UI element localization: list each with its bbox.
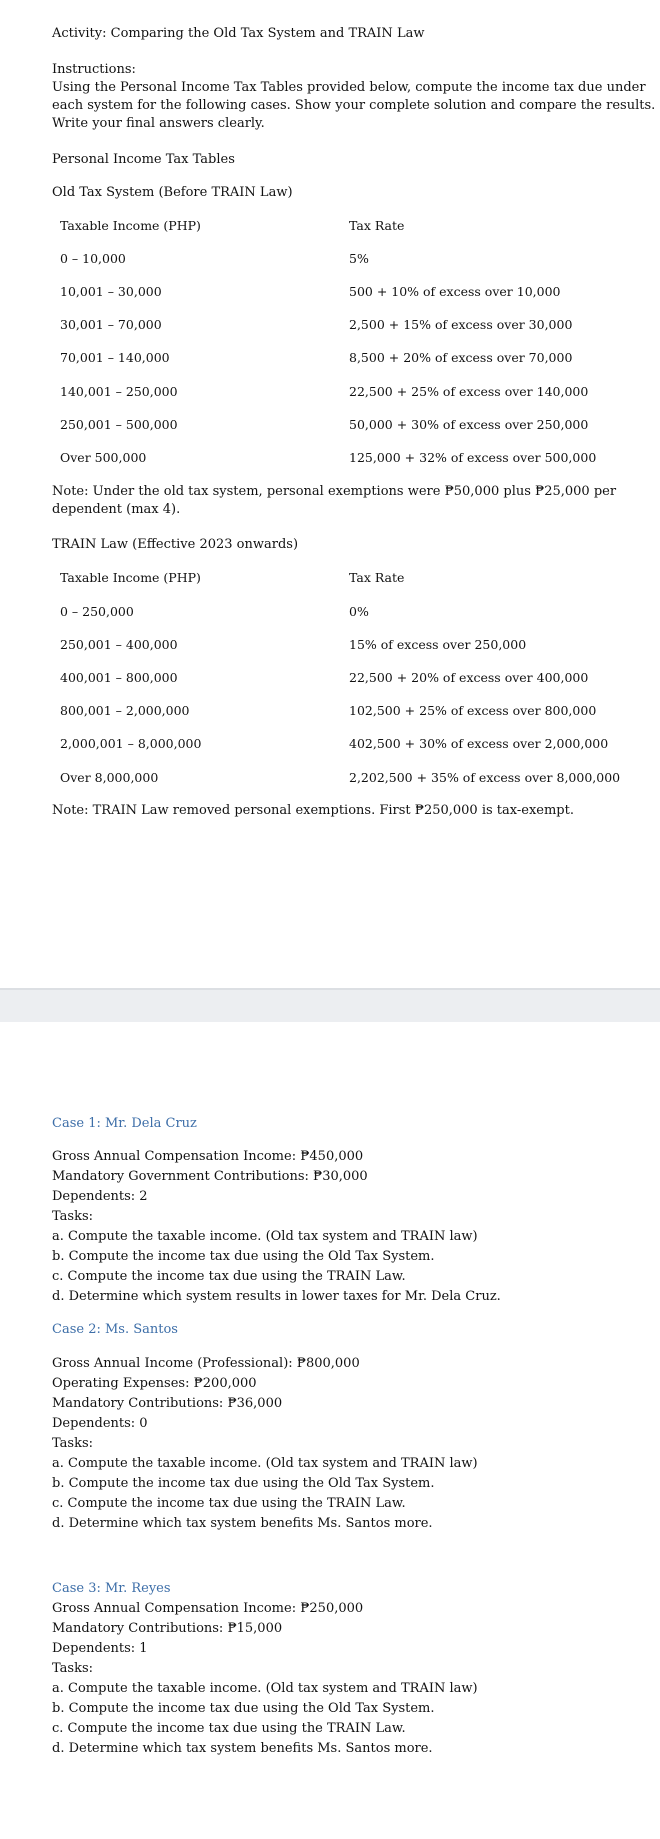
train-table-cell-income: 250,001 – 400,000 — [60, 637, 178, 652]
train-table-cell-rate: 102,500 + 25% of excess over 800,000 — [349, 703, 597, 718]
old-table-cell-rate: 8,500 + 20% of excess over 70,000 — [349, 350, 573, 365]
old-table-cell-income: 0 – 10,000 — [60, 251, 126, 266]
train-table-cell-rate: 402,500 + 30% of excess over 2,000,000 — [349, 736, 609, 751]
case-2-line: d. Determine which tax system benefits Ms. Santos more. — [52, 1516, 433, 1531]
case-2-line: Tasks: — [52, 1436, 94, 1451]
case-1-line: Dependents: 2 — [52, 1189, 148, 1204]
train-table-header-income: Taxable Income (PHP) — [60, 570, 201, 585]
case-3-line: a. Compute the taxable income. (Old tax system and TRAIN law) — [52, 1681, 478, 1696]
train-table-cell-income: 0 – 250,000 — [60, 604, 134, 619]
old-table-cell-rate: 500 + 10% of excess over 10,000 — [349, 284, 561, 299]
case-1-line: c. Compute the income tax due using the TRAIN Law. — [52, 1269, 406, 1284]
old-table-header-income: Taxable Income (PHP) — [60, 218, 201, 233]
train-table-cell-income: 800,001 – 2,000,000 — [60, 703, 190, 718]
case-3-line: Dependents: 1 — [52, 1641, 148, 1656]
case-1-title: Case 1: Mr. Dela Cruz — [52, 1116, 197, 1131]
case-1-line: Mandatory Government Contributions: ₱30,000 — [52, 1169, 368, 1184]
case-3-line: d. Determine which tax system benefits Ms. Santos more. — [52, 1741, 433, 1756]
old-table-cell-rate: 22,500 + 25% of excess over 140,000 — [349, 384, 589, 399]
old-table-cell-income: Over 500,000 — [60, 450, 147, 465]
train-law-heading: TRAIN Law (Effective 2023 onwards) — [52, 537, 299, 552]
tables-heading: Personal Income Tax Tables — [52, 152, 235, 167]
train-table-cell-rate: 2,202,500 + 35% of excess over 8,000,000 — [349, 770, 621, 785]
instructions-line: each system for the following cases. Show your complete solution and compare the results. — [52, 98, 656, 113]
case-2-line: a. Compute the taxable income. (Old tax system and TRAIN law) — [52, 1456, 478, 1471]
case-3-line: Mandatory Contributions: ₱15,000 — [52, 1621, 283, 1636]
case-1-line: d. Determine which system results in lower taxes for Mr. Dela Cruz. — [52, 1289, 501, 1304]
old-table-cell-rate: 5% — [349, 251, 369, 266]
case-2-line: Gross Annual Income (Professional): ₱800,000 — [52, 1356, 360, 1371]
train-table-cell-income: Over 8,000,000 — [60, 770, 159, 785]
train-law-note: Note: TRAIN Law removed personal exemptions. First ₱250,000 is tax-exempt. — [52, 803, 574, 818]
old-table-cell-income: 70,001 – 140,000 — [60, 350, 170, 365]
document-page-2 — [0, 1022, 660, 1839]
old-table-header-rate: Tax Rate — [349, 218, 405, 233]
case-3-line: b. Compute the income tax due using the Old Tax System. — [52, 1701, 435, 1716]
case-1-line: a. Compute the taxable income. (Old tax system and TRAIN law) — [52, 1229, 478, 1244]
page-separator — [0, 988, 660, 1022]
old-table-cell-income: 10,001 – 30,000 — [60, 284, 162, 299]
train-table-cell-income: 2,000,001 – 8,000,000 — [60, 736, 202, 751]
case-3-line: Tasks: — [52, 1661, 94, 1676]
case-2-title: Case 2: Ms. Santos — [52, 1322, 178, 1337]
instructions-heading: Instructions: — [52, 62, 136, 77]
old-system-heading: Old Tax System (Before TRAIN Law) — [52, 185, 293, 200]
case-1-line: Tasks: — [52, 1209, 94, 1224]
case-3-line: c. Compute the income tax due using the TRAIN Law. — [52, 1721, 406, 1736]
train-table-header-rate: Tax Rate — [349, 570, 405, 585]
instructions-line: Write your final answers clearly. — [52, 116, 265, 131]
train-table-cell-rate: 0% — [349, 604, 369, 619]
case-3-title: Case 3: Mr. Reyes — [52, 1581, 171, 1596]
old-table-cell-income: 250,001 – 500,000 — [60, 417, 178, 432]
activity-title: Activity: Comparing the Old Tax System and TRAIN Law — [52, 26, 425, 41]
case-2-line: c. Compute the income tax due using the TRAIN Law. — [52, 1496, 406, 1511]
old-system-note: Note: Under the old tax system, personal exemptions were ₱50,000 plus ₱25,000 per — [52, 484, 617, 499]
case-3-line: Gross Annual Compensation Income: ₱250,000 — [52, 1601, 364, 1616]
case-2-line: Dependents: 0 — [52, 1416, 148, 1431]
case-1-line: Gross Annual Compensation Income: ₱450,000 — [52, 1149, 364, 1164]
case-2-line: b. Compute the income tax due using the Old Tax System. — [52, 1476, 435, 1491]
old-table-cell-income: 30,001 – 70,000 — [60, 317, 162, 332]
old-table-cell-rate: 50,000 + 30% of excess over 250,000 — [349, 417, 589, 432]
instructions-line: Using the Personal Income Tax Tables provided below, compute the income tax due under — [52, 80, 646, 95]
case-2-line: Mandatory Contributions: ₱36,000 — [52, 1396, 283, 1411]
old-table-cell-income: 140,001 – 250,000 — [60, 384, 178, 399]
old-table-cell-rate: 125,000 + 32% of excess over 500,000 — [349, 450, 597, 465]
train-table-cell-income: 400,001 – 800,000 — [60, 670, 178, 685]
old-table-cell-rate: 2,500 + 15% of excess over 30,000 — [349, 317, 573, 332]
case-2-line: Operating Expenses: ₱200,000 — [52, 1376, 257, 1391]
case-1-line: b. Compute the income tax due using the Old Tax System. — [52, 1249, 435, 1264]
train-table-cell-rate: 15% of excess over 250,000 — [349, 637, 527, 652]
old-system-note: dependent (max 4). — [52, 502, 181, 517]
train-table-cell-rate: 22,500 + 20% of excess over 400,000 — [349, 670, 589, 685]
